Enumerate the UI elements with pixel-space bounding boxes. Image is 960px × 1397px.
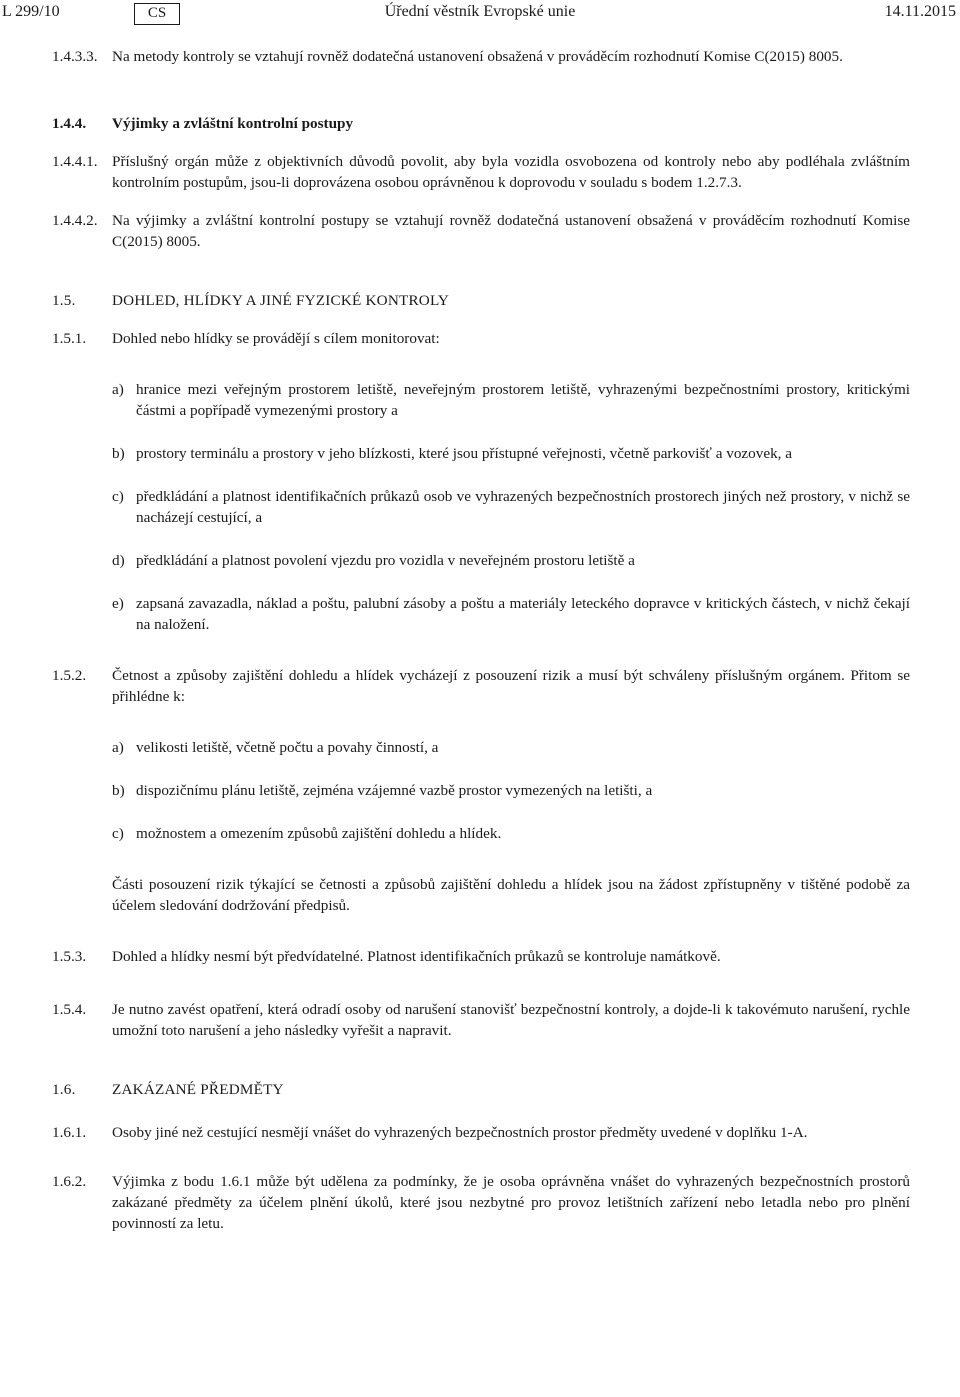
- section-number: 1.5.1.: [52, 330, 87, 347]
- section-1-4-4-2: [52, 210, 910, 252]
- section-1-4-3-3: [52, 46, 910, 67]
- section-number: 1.5.3.: [52, 948, 87, 965]
- section-text: Četnost a způsoby zajištění dohledu a hlídek vycházejí z posouzení rizik a musí být schváleny příslušným orgánem. Přitom se přihlédne k:: [112, 667, 910, 705]
- section-text: Je nutno zavést opatření, která odradí osoby od narušení stanovišť bezpečnostní kontroly, a dojde-li k takovémuto narušení, rychle umožní toto narušení a jeho následky vyřešit a napravit.: [112, 1001, 910, 1039]
- section-text: Osoby jiné než cestující nesmějí vnášet do vyhrazených bezpečnostních prostor předměty uvedené v doplňku 1-A.: [112, 1124, 808, 1141]
- section-number: 1.6.: [52, 1081, 76, 1098]
- section-1-4-4-1: [52, 151, 910, 193]
- list-item: [52, 823, 910, 844]
- journal-title: Úřední věstník Evropské unie: [384, 3, 576, 20]
- section-1-6: [52, 1079, 910, 1100]
- list-text: zapsaná zavazadla, náklad a poštu, palubní zásoby a poštu a materiály leteckého dopravce v kritických částech, v nichž čekají na naložení.: [136, 595, 910, 633]
- section-number: 1.4.4.: [52, 115, 87, 132]
- section-1-5-4: [52, 999, 910, 1041]
- section-1-6-1: [52, 1122, 910, 1143]
- list-letter: a): [112, 381, 124, 398]
- section-number: 1.5.: [52, 292, 76, 309]
- list-item: [52, 737, 910, 758]
- section-heading: ZAKÁZANÉ PŘEDMĚTY: [112, 1081, 284, 1098]
- section-1-5-1: [52, 328, 910, 349]
- section-text: Na výjimky a zvláštní kontrolní postupy se vztahují rovněž dodatečná ustanovení obsažená v prováděcím rozhodnutí Komise C(2015) 8005.: [112, 212, 910, 250]
- section-text: Dohled a hlídky nesmí být předvídatelné. Platnost identifikačních průkazů se kontroluje namátkově.: [112, 948, 721, 965]
- document-body: [52, 46, 910, 1234]
- section-number: 1.5.2.: [52, 667, 87, 684]
- page-number: L 299/10: [2, 3, 60, 20]
- section-number: 1.5.4.: [52, 1001, 87, 1018]
- section-number: 1.4.3.3.: [52, 48, 98, 65]
- section-number: 1.4.4.1.: [52, 153, 98, 170]
- list-letter: b): [112, 445, 125, 462]
- section-text: Dohled nebo hlídky se provádějí s cílem monitorovat:: [112, 330, 440, 347]
- section-text: Příslušný orgán může z objektivních důvodů povolit, aby byla vozidla osvobozena od kontroly nebo aby podléhala zvláštním kontrolním postupům, jsou-li doprovázena osobou oprávněnou k doprovodu v souladu s bodem 1.2.7.3.: [112, 153, 910, 191]
- section-heading: DOHLED, HLÍDKY A JINÉ FYZICKÉ KONTROLY: [112, 292, 450, 309]
- section-text: Na metody kontroly se vztahují rovněž dodatečná ustanovení obsažená v prováděcím rozhodnutí Komise C(2015) 8005.: [112, 48, 843, 65]
- list-text: prostory terminálu a prostory v jeho blízkosti, které jsou přístupné veřejnosti, včetně parkovišť a vozovek, a: [136, 445, 793, 462]
- list-letter: c): [112, 825, 124, 842]
- journal-header: [0, 3, 960, 27]
- section-number: 1.4.4.2.: [52, 212, 98, 229]
- section-1-5: [52, 290, 910, 311]
- list-item: [52, 593, 910, 635]
- list-item: [52, 550, 910, 571]
- list-item: [52, 486, 910, 528]
- list-text: možnostem a omezením způsobů zajištění dohledu a hlídek.: [136, 825, 502, 842]
- list-item: [52, 443, 910, 464]
- language-badge: CS: [134, 3, 180, 25]
- section-heading: Výjimky a zvláštní kontrolní postupy: [112, 115, 354, 132]
- section-1-4-4: [52, 113, 910, 134]
- list-letter: e): [112, 595, 124, 612]
- list-text: hranice mezi veřejným prostorem letiště, neveřejným prostorem letiště, vyhrazenými bezpečnostními prostory, kritickými částmi a popřípadě vymezenými prostory a: [136, 381, 910, 419]
- list-text: předkládání a platnost povolení vjezdu pro vozidla v neveřejném prostoru letiště a: [136, 552, 635, 569]
- list-letter: c): [112, 488, 124, 505]
- list-letter: d): [112, 552, 125, 569]
- list-text: velikosti letiště, včetně počtu a povahy činností, a: [136, 739, 439, 756]
- section-text: Výjimka z bodu 1.6.1 může být udělena za podmínky, že je osoba oprávněna vnášet do vyhrazených bezpečnostních prostorů zakázané předměty za účelem plnění úkolů, které jsou nezbytné pro provoz letištních zařízení nebo letadla nebo pro plnění povinností za letu.: [112, 1173, 910, 1232]
- section-1-6-2: [52, 1171, 910, 1234]
- section-number: 1.6.2.: [52, 1173, 87, 1190]
- section-number: 1.6.1.: [52, 1124, 87, 1141]
- list-letter: a): [112, 739, 124, 756]
- list-letter: b): [112, 782, 125, 799]
- list-text: předkládání a platnost identifikačních průkazů osob ve vyhrazených bezpečnostních prostorech jiných než prostory, v nichž se nacházejí cestující, a: [136, 488, 910, 526]
- section-1-5-3: [52, 946, 910, 967]
- section-1-5-2: [52, 665, 910, 707]
- list-text: dispozičnímu plánu letiště, zejména vzájemné vazbě prostor vymezených na letišti, a: [136, 782, 653, 799]
- publication-date: 14.11.2015: [884, 3, 956, 20]
- list-item: [52, 379, 910, 421]
- list-item: [52, 780, 910, 801]
- section-1-5-2-note: Části posouzení rizik týkající se četnosti a způsobů zajištění dohledu a hlídek jsou na žádost zpřístupněny v tištěné podobě za účelem sledování dodržování předpisů.: [112, 876, 910, 914]
